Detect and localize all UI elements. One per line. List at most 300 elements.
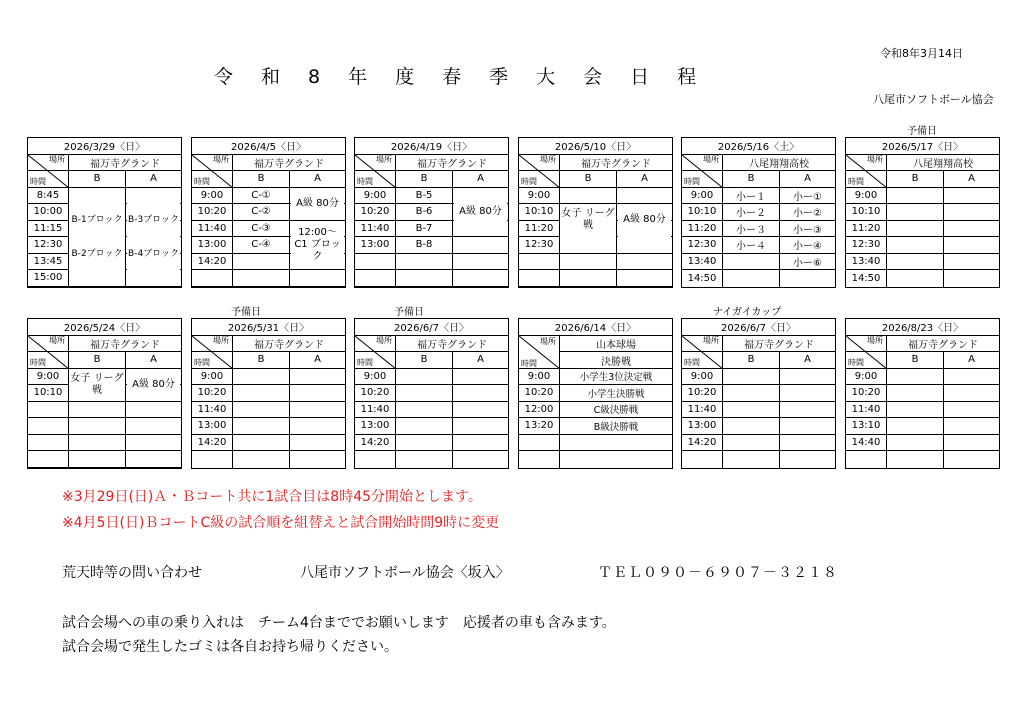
court-b-cell — [723, 254, 780, 270]
table-caption: 予備日 — [394, 307, 424, 318]
court-b-header: B — [233, 352, 290, 368]
time-slot: 12:30 — [682, 237, 723, 253]
court-b-cell: 小ー２ — [723, 204, 780, 220]
time-slot: 9:00 — [846, 369, 887, 385]
court-b-header: B — [396, 171, 453, 187]
time-slot: 12:30 — [519, 237, 560, 253]
time-slot: 14:20 — [355, 435, 396, 451]
court-b-cell — [233, 254, 290, 270]
venue-row — [846, 336, 999, 353]
schedule-table — [681, 318, 836, 469]
time-slot: 10:20 — [192, 385, 233, 401]
time-slot: 13:00 — [192, 237, 233, 253]
court-b-header: B — [887, 171, 944, 187]
time-label: 時間 — [848, 357, 864, 367]
place-label: 場所 — [376, 154, 392, 164]
court-b-cell — [723, 270, 780, 287]
court-a-merged: A級 80分 — [291, 188, 344, 220]
table-row — [846, 369, 999, 386]
court-a-cell — [290, 270, 345, 286]
court-b-cell — [887, 369, 944, 385]
court-a-cell — [780, 270, 835, 287]
court-b-cell: 小ー３ — [723, 221, 780, 237]
table-row — [28, 451, 181, 468]
court-b-cell — [723, 369, 780, 385]
place-cell — [192, 336, 233, 352]
court-a-header: A — [968, 354, 975, 366]
court-a-cell — [780, 435, 835, 451]
court-b-cell — [723, 385, 780, 401]
court-b-cell — [723, 451, 780, 468]
court-b-cell — [396, 385, 453, 401]
table-date: 2026/5/17〈日〉 — [846, 138, 999, 155]
court-a-cell — [617, 188, 672, 204]
place-label: 場所 — [213, 335, 229, 345]
schedule-table — [27, 318, 182, 469]
court-a-cell — [453, 435, 508, 451]
court-a-cell — [126, 435, 181, 451]
table-row — [846, 435, 999, 452]
time-slot: 11:20 — [519, 221, 560, 237]
court-a-cell — [780, 418, 835, 434]
court-a-cell — [780, 451, 835, 468]
court-a-cell: 小ー① — [793, 191, 822, 203]
court-a-cell — [453, 385, 508, 401]
time-slot: 14:40 — [846, 435, 887, 451]
schedule-table — [845, 318, 1000, 469]
court-b-header: B — [723, 171, 780, 187]
court-a-merged: 12:00～ C1 ブロック — [291, 221, 344, 270]
place-cell — [28, 336, 69, 352]
venue-name: 山本球場 — [560, 336, 672, 353]
time-label: 時間 — [30, 357, 46, 367]
place-time-cell — [519, 336, 560, 368]
court-a-cell — [290, 451, 345, 468]
court-a-cell — [944, 204, 999, 220]
place-label: 場所 — [703, 154, 719, 164]
court-a-cell — [290, 385, 345, 401]
time-slot: 10:20 — [355, 204, 396, 220]
place-label: 場所 — [867, 335, 883, 345]
court-b-merged: 女子 リーグ戦 — [69, 369, 125, 401]
court-b-cell — [233, 385, 290, 401]
time-slot: 13:00 — [682, 418, 723, 434]
time-slot: 10:20 — [519, 385, 560, 401]
time-slot: 9:00 — [355, 188, 396, 204]
time-slot — [192, 270, 233, 286]
table-row — [846, 418, 999, 435]
table-row — [682, 418, 835, 435]
time-slot: 13:20 — [519, 418, 560, 434]
court-a-cell — [944, 402, 999, 418]
table-date: 2026/4/5〈日〉 — [192, 138, 345, 155]
court-b-cell — [233, 435, 290, 451]
court-a-cell — [617, 270, 672, 286]
venue-row — [682, 336, 835, 353]
table-date: 2026/5/24〈日〉 — [28, 319, 181, 336]
time-slot: 13:45 — [28, 254, 69, 270]
time-label: 時間 — [30, 176, 46, 186]
place-label: 場所 — [49, 335, 65, 345]
table-row — [355, 270, 508, 287]
time-slot: 11:15 — [28, 221, 69, 237]
table-row — [192, 451, 345, 468]
time-slot: 9:00 — [355, 369, 396, 385]
table-row — [519, 402, 672, 419]
time-slot: 10:10 — [682, 204, 723, 220]
venue-row — [355, 155, 508, 172]
court-b-cell — [560, 254, 617, 270]
organization-name: 八尾市ソフトボール協会 — [873, 93, 994, 106]
court-b-cell — [396, 254, 453, 270]
court-b-cell — [69, 270, 126, 286]
court-b-cell — [396, 402, 453, 418]
schedule-table — [681, 137, 836, 288]
court-b-cell: C-③ — [233, 221, 290, 237]
court-b-cell: C-② — [233, 204, 290, 220]
court-a-cell — [617, 254, 672, 270]
time-slot: 13:40 — [682, 254, 723, 270]
time-slot — [519, 451, 560, 468]
table-date: 2026/5/16〈土〉 — [682, 138, 835, 155]
court-b-cell — [887, 237, 944, 253]
time-slot: 14:50 — [846, 270, 887, 287]
court-b-cell: B-7 — [396, 221, 453, 237]
court-a-cell — [126, 188, 181, 204]
issue-date: 令和8年3月14日 — [880, 47, 963, 60]
court-b-header: B — [233, 171, 290, 187]
time-label: 時間 — [521, 358, 537, 368]
schedule-table — [518, 318, 673, 469]
court-b-cell — [887, 270, 944, 287]
court-b-cell — [723, 418, 780, 434]
court-b-cell — [887, 435, 944, 451]
time-slot — [682, 451, 723, 468]
table-row — [192, 369, 345, 386]
table-row — [355, 435, 508, 452]
court-a-header: A — [477, 354, 484, 366]
court-b-header: B — [396, 352, 453, 368]
time-label: 時間 — [684, 357, 700, 367]
time-slot: 13:40 — [846, 254, 887, 270]
time-slot: 8:45 — [28, 188, 69, 204]
court-a-cell — [126, 451, 181, 467]
table-row — [682, 369, 835, 386]
court-b-cell — [233, 418, 290, 434]
place-cell — [519, 155, 560, 171]
event-name: B級決勝戦 — [593, 421, 639, 433]
venue-row — [28, 155, 181, 172]
court-b-cell — [233, 369, 290, 385]
court-b-cell — [396, 270, 453, 286]
table-caption: 予備日 — [907, 126, 937, 137]
table-row — [682, 188, 835, 205]
table-date: 2026/3/29〈日〉 — [28, 138, 181, 155]
time-label: 時間 — [194, 357, 210, 367]
table-row — [682, 385, 835, 402]
time-slot: 10:10 — [519, 204, 560, 220]
court-a-cell — [944, 254, 999, 270]
table-row — [682, 237, 835, 254]
court-a-block: B-3ブロック — [127, 203, 180, 237]
time-slot — [28, 402, 69, 418]
time-label: 時間 — [357, 176, 373, 186]
court-a-cell — [780, 385, 835, 401]
table-row — [355, 254, 508, 271]
court-b-cell — [396, 418, 453, 434]
court-b-block: B-2ブロック — [69, 237, 125, 270]
table-row — [28, 418, 181, 435]
time-slot: 9:00 — [682, 369, 723, 385]
court-a-cell — [780, 369, 835, 385]
table-row — [28, 188, 181, 205]
court-b-cell — [396, 435, 453, 451]
court-b-header: B — [69, 171, 126, 187]
time-slot: 13:00 — [355, 237, 396, 253]
court-a-header: A — [314, 173, 321, 185]
court-a-header: A — [968, 173, 975, 185]
court-b-header: B — [887, 352, 944, 368]
court-b-cell — [560, 188, 617, 204]
venue-row — [519, 155, 672, 172]
place-label: 場所 — [49, 154, 65, 164]
time-slot — [519, 435, 560, 451]
table-row — [355, 237, 508, 254]
time-slot: 11:40 — [355, 221, 396, 237]
court-a-cell — [617, 237, 672, 253]
place-cell — [192, 155, 233, 171]
venue-name: 福万寺グランド — [90, 339, 160, 351]
time-slot: 11:20 — [682, 221, 723, 237]
place-cell — [682, 155, 723, 171]
court-a-cell — [453, 237, 508, 253]
court-b-cell: B-8 — [396, 237, 453, 253]
court-a-cell — [944, 221, 999, 237]
event-name: 小学生3位決定戦 — [579, 372, 653, 384]
table-row — [28, 402, 181, 419]
table-row — [846, 451, 999, 468]
court-a-header: A — [150, 354, 157, 366]
court-b-cell: 小ー１ — [723, 188, 780, 204]
contact-org: 八尾市ソフトボール協会〈坂入〉 — [300, 565, 510, 581]
court-b-cell — [69, 435, 126, 451]
time-slot: 9:00 — [519, 369, 560, 385]
place-label: 場所 — [213, 154, 229, 164]
court-a-header: A — [804, 354, 811, 366]
court-a-cell — [453, 451, 508, 468]
venue-name: 福万寺グランド — [417, 158, 487, 170]
venue-name: 八尾翔翔高校 — [749, 158, 809, 170]
time-label: 時間 — [521, 176, 537, 186]
court-b-cell: B-5 — [396, 188, 453, 204]
schedule-table — [845, 137, 1000, 288]
venue-row — [28, 336, 181, 353]
court-a-cell — [944, 418, 999, 434]
time-slot: 10:20 — [682, 385, 723, 401]
court-a-cell — [944, 451, 999, 468]
page-title: 令和8年度春季大会日程 — [214, 66, 725, 88]
place-cell — [846, 336, 887, 352]
contact-tel: ＴＥＬ０９０－６９０７－３２１８ — [598, 565, 838, 581]
court-b-cell — [233, 270, 290, 286]
time-slot: 11:40 — [355, 402, 396, 418]
place-cell — [682, 336, 723, 352]
header-block — [519, 336, 672, 369]
court-b-cell — [887, 254, 944, 270]
table-row — [519, 418, 672, 435]
court-b-cell: 小ー４ — [723, 237, 780, 253]
time-slot: 11:40 — [192, 402, 233, 418]
time-slot: 10:10 — [846, 204, 887, 220]
time-slot: 12:00 — [519, 402, 560, 418]
table-row — [682, 221, 835, 238]
table-date: 2026/6/7〈日〉 — [355, 319, 508, 336]
time-slot — [355, 270, 396, 286]
venue-name: 福万寺グランド — [417, 339, 487, 351]
table-row — [355, 451, 508, 468]
time-slot: 9:00 — [192, 188, 233, 204]
court-b-cell — [69, 402, 126, 418]
table-row — [846, 221, 999, 238]
time-slot — [192, 451, 233, 468]
schedule-table — [518, 137, 673, 288]
table-row — [682, 451, 835, 468]
court-b-cell — [396, 451, 453, 468]
table-row — [846, 254, 999, 271]
court-a-merged: A級 80分 — [454, 188, 507, 237]
time-slot: 15:00 — [28, 270, 69, 286]
table-row — [28, 435, 181, 452]
court-a-cell — [944, 188, 999, 204]
table-row — [682, 254, 835, 271]
table-row — [846, 204, 999, 221]
court-b-header: B — [723, 352, 780, 368]
court-a-header: A — [150, 173, 157, 185]
court-a-header: A — [804, 173, 811, 185]
court-a-header: A — [477, 173, 484, 185]
time-slot — [28, 418, 69, 434]
court-a-merged: A級 80分 — [618, 204, 671, 237]
table-row — [846, 188, 999, 205]
table-date: 2026/6/14〈日〉 — [519, 319, 672, 336]
time-slot: 10:20 — [846, 385, 887, 401]
table-row — [28, 270, 181, 287]
schedule-table — [27, 137, 182, 288]
table-row — [519, 254, 672, 271]
court-b-cell — [233, 402, 290, 418]
court-b-cell — [233, 451, 290, 468]
footer-line-1: 試合会場への車の乗り入れは チーム4台まででお願いします 応援者の車も含みます。 — [62, 615, 616, 631]
note-2: ※4月5日(日)ＢコートC級の試合順を組替えと試合開始時間9時に変更 — [62, 515, 500, 531]
venue-row — [682, 155, 835, 172]
venue-name: 福万寺グランド — [744, 339, 814, 351]
time-slot — [355, 451, 396, 468]
time-slot — [519, 254, 560, 270]
time-label: 時間 — [357, 357, 373, 367]
table-row — [355, 369, 508, 386]
time-slot: 13:10 — [846, 418, 887, 434]
time-slot: 13:00 — [355, 418, 396, 434]
place-label: 場所 — [703, 335, 719, 345]
court-b-cell — [887, 402, 944, 418]
court-b-block: B-1ブロック — [69, 203, 125, 237]
court-a-cell: 小ー③ — [793, 224, 822, 236]
time-label: 時間 — [684, 176, 700, 186]
time-slot: 12:30 — [846, 237, 887, 253]
court-a-cell — [290, 402, 345, 418]
court-a-block: B-4ブロック — [127, 237, 180, 270]
court-a-cell — [290, 435, 345, 451]
venue-name: 福万寺グランド — [90, 158, 160, 170]
court-b-cell: C-④ — [233, 237, 290, 253]
place-label: 場所 — [867, 154, 883, 164]
court-b-cell — [396, 369, 453, 385]
table-date: 2026/5/31〈日〉 — [192, 319, 345, 336]
event-name — [560, 451, 672, 468]
table-row — [519, 369, 672, 386]
place-cell — [846, 155, 887, 171]
court-a-cell — [290, 418, 345, 434]
court-b-cell — [69, 188, 126, 204]
table-row — [682, 270, 835, 287]
time-slot: 14:20 — [192, 254, 233, 270]
time-label: 時間 — [848, 176, 864, 186]
court-a-cell — [944, 369, 999, 385]
court-a-cell — [453, 418, 508, 434]
table-date: 2026/4/19〈日〉 — [355, 138, 508, 155]
venue-row — [192, 336, 345, 353]
time-slot: 14:20 — [192, 435, 233, 451]
time-label: 時間 — [194, 176, 210, 186]
court-a-cell — [944, 270, 999, 287]
venue-name: 八尾翔翔高校 — [913, 158, 973, 170]
table-row — [192, 385, 345, 402]
place-cell — [355, 155, 396, 171]
table-date: 2026/5/10〈日〉 — [519, 138, 672, 155]
note-1: ※3月29日(日)Ａ・Ｂコート共に1試合目は8時45分開始とします。 — [62, 489, 482, 505]
court-b-cell — [887, 385, 944, 401]
place-label: 場所 — [540, 154, 556, 164]
time-slot: 9:00 — [192, 369, 233, 385]
time-slot — [846, 451, 887, 468]
time-slot: 11:20 — [846, 221, 887, 237]
table-row — [846, 270, 999, 287]
table-row — [846, 237, 999, 254]
court-b-cell — [723, 402, 780, 418]
court-b-cell: B-6 — [396, 204, 453, 220]
footer-line-2: 試合会場で発生したゴミは各自お持ち帰りください。 — [62, 639, 398, 655]
court-b-cell — [887, 188, 944, 204]
table-row — [519, 451, 672, 468]
time-slot — [28, 435, 69, 451]
court-b-cell — [887, 451, 944, 468]
venue-name: 福万寺グランド — [581, 158, 651, 170]
table-row — [519, 188, 672, 205]
court-a-cell — [453, 402, 508, 418]
court-a-merged: A級 80分 — [127, 369, 180, 401]
court-b-header: B — [69, 352, 126, 368]
venue-block — [560, 336, 672, 368]
court-a-cell — [944, 385, 999, 401]
court-b-cell — [723, 435, 780, 451]
table-row — [192, 402, 345, 419]
place-label: 場所 — [540, 336, 556, 346]
table-row — [355, 385, 508, 402]
court-a-cell — [944, 435, 999, 451]
time-slot: 14:50 — [682, 270, 723, 287]
time-slot: 10:10 — [28, 385, 69, 401]
table-row — [519, 435, 672, 452]
